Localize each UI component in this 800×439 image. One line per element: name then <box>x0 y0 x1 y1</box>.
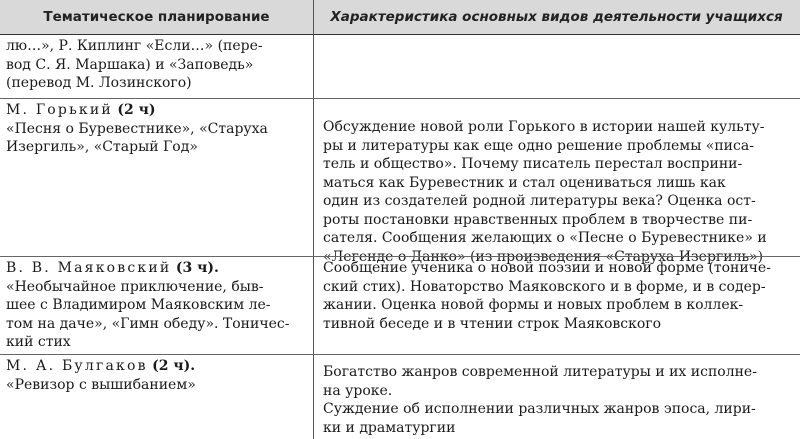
row-divider <box>0 256 800 257</box>
row-gorky-left <box>6 101 308 157</box>
header-activity-characteristics: Характеристика основных видов деятельности учащихся <box>330 9 783 25</box>
row-mayakovsky-left <box>6 259 308 352</box>
author-bulgakov: М. А. Булгаков <box>6 358 148 374</box>
row-mayakovsky-right: Сообщение ученика о новой поэзии и новой форме (тониче- ский стих). Новаторство Маяковского и в форме, и в содер- жании. Оценка новой формы и новых проблем в коллек- тивной беседе и в чтении строк Маяковского <box>323 260 771 332</box>
author-mayakovsky: В. В. Маяковский <box>6 260 172 276</box>
hours-gorky: (2 ч) <box>117 102 156 118</box>
author-gorky: М. Горький <box>6 102 113 118</box>
row-bulgakov-right: Богатство жанров современной литературы и их исполне- на уроке. Суждение об исполнении различных жанров эпоса, лири- ки и драматургии <box>323 364 757 436</box>
row-divider <box>0 98 800 99</box>
column-divider <box>313 0 314 439</box>
row-bulgakov-left <box>6 357 308 394</box>
row-divider <box>0 354 800 355</box>
hours-bulgakov: (2 ч). <box>152 358 196 374</box>
row-kipling-left: лю…», Р. Киплинг «Если…» (пере- вод С. Я. Маршака) и «Заповедь» (перевод М. Лозинского) <box>6 38 263 91</box>
table-header <box>0 0 800 35</box>
header-thematic-planning: Тематическое планирование <box>43 9 270 25</box>
works-mayakovsky: «Необычайное приключение, быв- шее с Владимиром Маяковским ле- том на даче», «Гимн обеду». Тоничес- кий стих <box>6 278 290 350</box>
hours-mayakovsky: (3 ч). <box>175 260 219 276</box>
works-gorky: «Песня о Буревестнике», «Старуха Изергиль», «Старый Год» <box>6 120 268 155</box>
row-gorky-right: Обсуждение новой роли Горького в истории нашей культу- ры и литературы как еще одно решение проблемы «писа- тель и общество». Почему писатель перестал восприни- маться как Буревестник и стал оцениваться лишь как один из создателей родной литературы века? Оценка ост- роты постановки нравственных проблем в творчестве пи- сателя. Сообщения желающих о «Песне о Буревестнике» и «Легенде о Данко» (из произведения «Старуха Изергиль») <box>323 119 767 265</box>
works-bulgakov: «Ревизор с вышибанием» <box>6 376 196 393</box>
